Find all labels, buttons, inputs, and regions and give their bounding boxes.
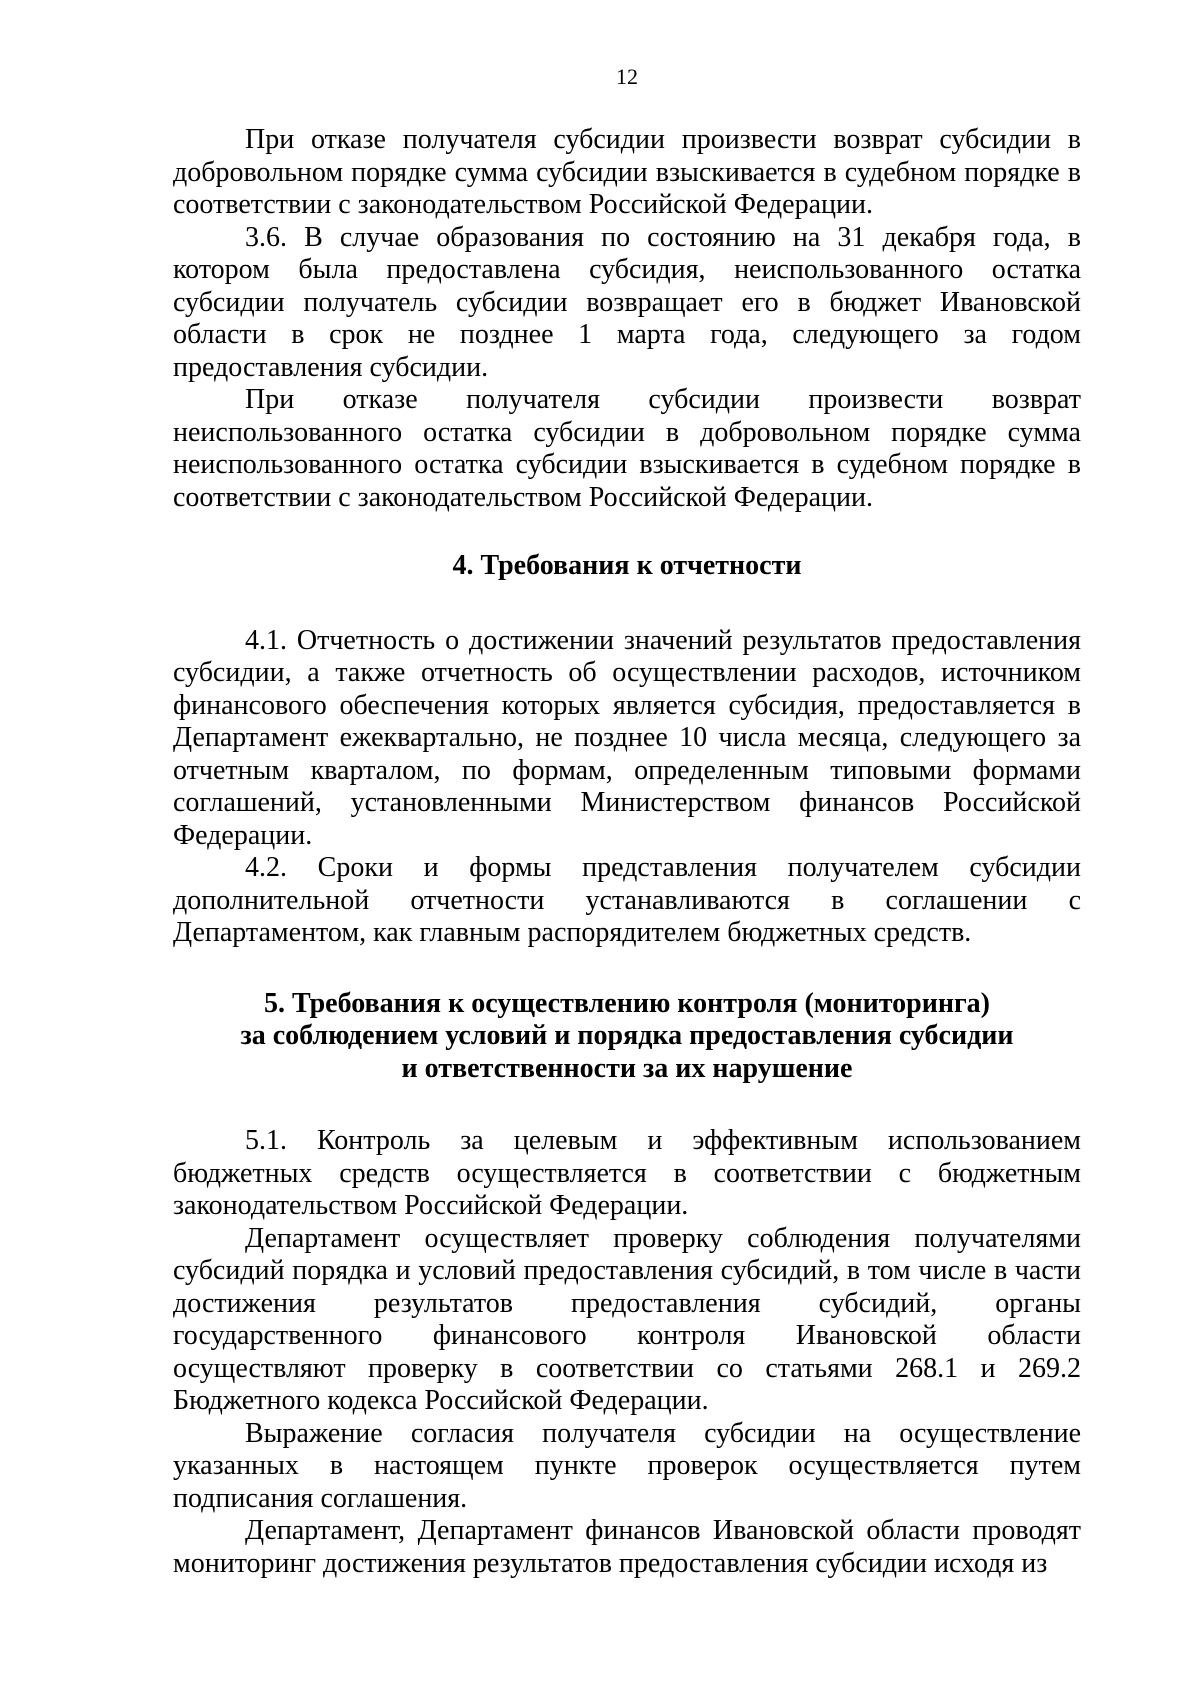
section-5-title bbox=[173, 988, 1081, 1086]
section-5-title-line-2: за соблюдением условий и порядка предоставления субсидии bbox=[240, 1020, 1014, 1051]
paragraph-5-1: 5.1. Контроль за целевым и эффективным использованием бюджетных средств осуществляется в соответствии с бюджетным законодательством Российской Федерации. bbox=[173, 1125, 1081, 1221]
document-page bbox=[173, 62, 1081, 1580]
paragraph-monitoring: Департамент, Департамент финансов Ивановской области проводят мониторинг достижения результатов предоставления субсидии исходя из bbox=[173, 1515, 1081, 1579]
paragraph-refund-refusal: При отказе получателя субсидии произвести возврат субсидии в добровольном порядке сумма субсидии взыскивается в судебном порядке в соответствии с законодательством Российской Федерации. bbox=[173, 124, 1081, 220]
paragraph-4-2: 4.2. Сроки и формы представления получателем субсидии дополнительной отчетности устанавливаются в соглашении с Департаментом, как главным распорядителем бюджетных средств. bbox=[173, 852, 1081, 948]
paragraph-3-6: 3.6. В случае образования по состоянию на 31 декабря года, в котором была предоставлена субсидия, неиспользованного остатка субсидии получатель субсидии возвращает его в бюджет Ивановской области в срок не позднее 1 марта года, следующего за годом предоставления субсидии. bbox=[173, 221, 1081, 383]
paragraph-department-inspection: Департамент осуществляет проверку соблюдения получателями субсидий порядка и условий предоставления субсидий, в том числе в части достижения результатов предоставления субсидий, органы государственного финансового контроля Ивановской области осуществляют проверку в соответствии со статьями 268.1 и 269.2 Бюджетного кодекса Российской Федерации. bbox=[173, 1222, 1081, 1416]
paragraph-consent: Выражение согласия получателя субсидии на осуществление указанных в настоящем пункте проверок осуществляется путем подписания соглашения. bbox=[173, 1417, 1081, 1514]
paragraph-unused-remainder-refusal: При отказе получателя субсидии произвести возврат неиспользованного остатка субсидии в добровольном порядке сумма неиспользованного остатка субсидии взыскивается в судебном порядке в соответствии с законодательством Российской Федерации. bbox=[173, 384, 1081, 513]
section-5-title-line-1: 5. Требования к осуществлению контроля (мониторинга) bbox=[263, 987, 991, 1019]
section-5-title-line-3: и ответственности за их нарушение bbox=[401, 1052, 853, 1084]
page-number: 12 bbox=[616, 64, 638, 89]
paragraph-4-1: 4.1. Отчетность о достижении значений результатов предоставления субсидии, а также отчетность об осуществлении расходов, источником финансового обеспечения которых является субсидия, предоставляется в Департамент ежеквартально, не позднее 10 числа месяца, следующего за отчетным кварталом, по формам, определенным типовыми формами соглашений, установленными Министерством финансов Российской Федерации. bbox=[173, 624, 1081, 851]
section-4-title: 4. Требования к отчетности bbox=[452, 550, 802, 581]
